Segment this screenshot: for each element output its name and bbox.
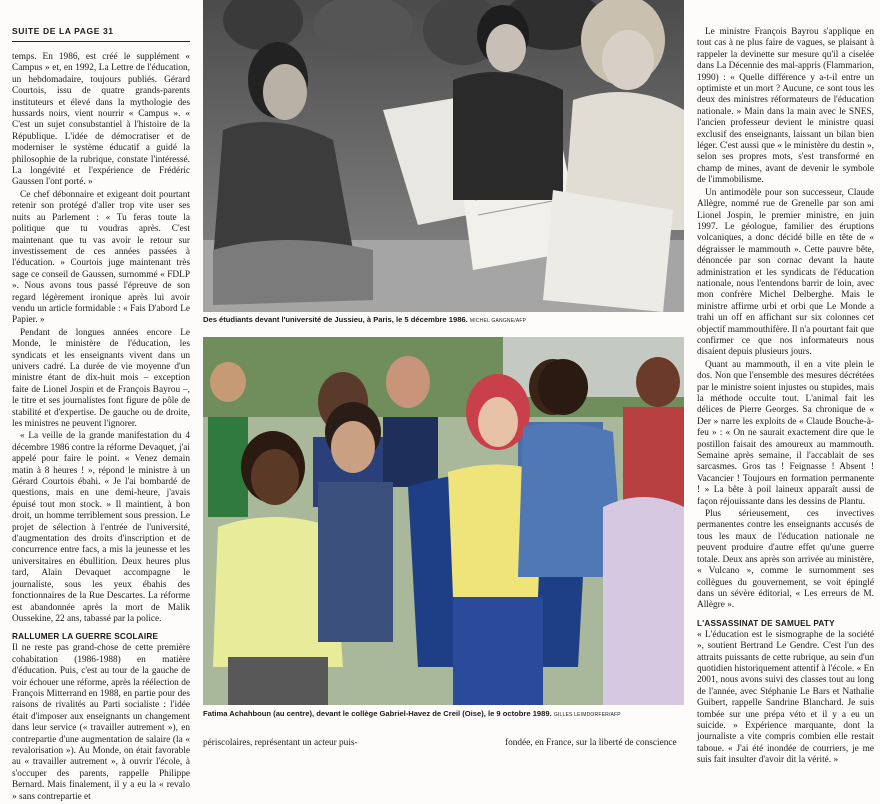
photo-collegiens-creil bbox=[203, 337, 684, 705]
photo1-caption-text: Des étudiants devant l'université de Jussieu, à Paris, le 5 décembre 1986. bbox=[203, 315, 468, 324]
schoolchildren-photo-illustration bbox=[203, 337, 684, 705]
left-paragraph: Pendant de longues années encore Le Monde, le ministère de l'éducation, les syndicats et les enseignants vivent dans un univers cadré. La durée de vie moyenne d'un ministre étant de dix-huit mois – exception faite de Lionel Jospin et de François Bayrou –, le titre et ses journalistes font figure de pôle de stabilité et d'expertise. De gauche ou de droite, les ministres ne peuvent l'ignorer. bbox=[12, 327, 190, 429]
left-subhead: RALLUMER LA GUERRE SCOLAIRE bbox=[12, 632, 159, 642]
students-photo-illustration bbox=[203, 0, 684, 312]
bottom-mid-text-2: fondée, en France, sur la liberté de conscience bbox=[505, 738, 677, 748]
right-paragraph: Plus sérieusement, ces invectives permanentes contre les enseignants accusés de tous les maux de l'éducation nationale ne peuvent produire d'autre effet qu'une guerre totale. Deux ans après son arrivée au ministère, « Vulcano », comme le surnomment ses collègues du gouvernement, se voit épinglé dans un sévère éditorial, « Les erreurs de M. Allègre ». bbox=[697, 509, 874, 611]
right-paragraph: Le ministre François Bayrou s'applique en tout cas à ne plus faire de vagues, se plaisant à rappeler la devinette sur mesure qu'il a ciselée dans La Décennie des mal-appris (Flammarion, 1990) : « Quelle différence y a-t-il entre un optimiste et un mort ? Aucune, ce sont tous les deux des ministres réformateurs de l'éducation nationale. » Main dans la main avec le SNES, l'ancien professeur devient le ministre quasi exclusif des enseignants, laissant un bilan bien léger. C'est aussi que « le ministère du destin », selon ses propres mots, s'est transformé en champ de mines, avant de devenir le symbole de l'immobilisme. bbox=[697, 27, 874, 186]
left-paragraph: Il ne reste pas grand-chose de cette première cohabitation (1986-1988) en matière d'éducation. Puis, c'est au tour de la gauche de voir échouer une réforme, après la réélection de François Mitterrand en 1988, en partie pour des raisons de rivalités au Parti socialiste : l'idée était d'imposer aux enseignants un changement dans leur service (« travailler autrement »), en contrepartie d'une augmentation de salaire (la « revalorisation »). Au Monde, on était favorable au « travailler autrement », à ouvrir l'école, à s'occuper des parents, rappelle Philippe Bernard. Mais finalement, il y a eu la « revalo » sans contrepartie et bbox=[12, 643, 190, 802]
right-paragraph: Un antimodèle pour son successeur, Claude Allègre, nommé rue de Grenelle par son ami Lionel Jospin, le premier ministre, en juin 1997. Le géologue, familier des éruptions volcaniques, a donc décidé bille en tête de « dégraisser le mammouth ». Cette pauvre bête, dénoncée par son cornac devant la haute administration et les syndicats de l'éducation nationale, nous l'entendons barrir de loin, avec mon confrère Michel Delberghe. Mais le ministre affirme urbi et orbi que Le Monde a trahi un off en affichant sur six colonnes cet objectif mammouthifère. Il n'a pourtant fait que confirmer ce que nos informateurs nous disaient depuis plusieurs jours. bbox=[697, 187, 874, 358]
bottom-mid-text-1: périscolaires, représentant un acteur puis- bbox=[203, 738, 358, 748]
continuation-kicker: SUITE DE LA PAGE 31 bbox=[12, 0, 190, 42]
photo1-caption bbox=[203, 315, 684, 324]
photo2-caption bbox=[203, 709, 684, 718]
photo2-credit: GILLES LEIMDORFER/AFP bbox=[553, 712, 621, 718]
photo-students-jussieu bbox=[203, 0, 684, 312]
right-column bbox=[697, 27, 874, 768]
left-paragraph: temps. En 1986, est créé le supplément « Campus » et, en 1992, La Lettre de l'éducation, un hebdomadaire, toujours publiés. Gérard Courtois, issu de quatre grands-parents instituteurs et élevé dans la mythologie des hussards noirs, vient nourrir « Campus ». « C'est un sujet consubstantiel à l'histoire de la République. L'idée de démocratiser et de moderniser le système éducatif a guidé la philosophie de la rubrique, constate l'intéressé. La longévité et l'expérience de Frédéric Gaussen l'ont porté. » bbox=[12, 52, 190, 188]
left-column bbox=[12, 0, 190, 804]
photo2-caption-text: Fatima Achahboun (au centre), devant le collège Gabriel-Havez de Creil (Oise), le 9 octobre 1989. bbox=[203, 709, 552, 718]
right-subhead: L'ASSASSINAT DE SAMUEL PATY bbox=[697, 618, 835, 628]
left-paragraph: « La veille de la grande manifestation du 4 décembre 1986 contre la réforme Devaquet, j'ai appelé pour faire le point. « Venez demain matin à 8 heures ! », répond le ministre à un Gérard Courtois ébahi. « Je l'ai bombardé de questions, mais en une demi-heure, j'avais épuisé tout mon stock. » Il maintient, à bon droit, un homme terriblement sous pression. Le projet de sélection à l'entrée de l'université, d'augmentation des droits d'inscription et de concurrence entre facs, a mis la jeunesse et les universitaires en ébullition. Deux heures plus tard, Alain Devaquet accompagne le journaliste, sous les yeux ébahis des fonctionnaires de la Rue Descartes. La réforme est abandonnée après la mort de Malik Oussekine, 22 ans, tabassé par la police. bbox=[12, 431, 190, 624]
right-paragraph: « L'éducation est le sismographe de la société », soutient Bertrand Le Gendre. C'est l'un des attraits puissants de cette rubrique, au sein d'un quotidien historiquement attentif à l'école. « En 2001, nous avons suivi des classes tout au long de l'année, avec Stéphanie Le Bars et Nathalie Guibert, rappelle Sandrine Blanchard. Je suis tombée sur une prépa véto et il y a eu un suicide. » Expérience marquante, dont la journaliste a vite compris combien elle restait taboue. « J'ai été inondée de courriers, je me suis fait insulter d'avoir dit la vérité. » bbox=[697, 629, 874, 766]
right-paragraph: Quant au mammouth, il en a vite plein le dos. Non que l'ensemble des mesures décrétées par le ministre soient injustes ou stupides, mais la méthode occulte tout. L'animal fait les délices de Pierre Georges. Sa chronique de « Der » narre les exploits de « Claude Bouche-à-feu » : « On ne saurait exactement dire que le postillon faisait des amoureux au mammouth. Semaine après semaine, il l'accablait de ses sarcasmes. Gros tas ! Feignasse ! Absent ! Vacancier ! Toujours en formation permanente ! » La bête à poil laineux apparaît aussi de façon réjouissante dans les dessins de Plantu. bbox=[697, 359, 874, 507]
photo1-credit: MICHEL GANGNE/AFP bbox=[469, 318, 527, 324]
left-paragraph: Ce chef débonnaire et exigeant doit pourtant retenir son protégé d'aller trop vite user ses nuits au Parlement : « Tu feras toute la politique que tu voudras après. C'est maintenant que tu vas avoir le retour sur investissement de ces années passées à l'éducation. » Courtois juge maintenant très sage ce conseil de Gaussen, surnommé « FDLP ». Nous avons tous passé l'épreuve de son regard légèrement ironique après lui avoir vendu un article formidable : « Fais D'abord Le Papier. » bbox=[12, 189, 190, 326]
